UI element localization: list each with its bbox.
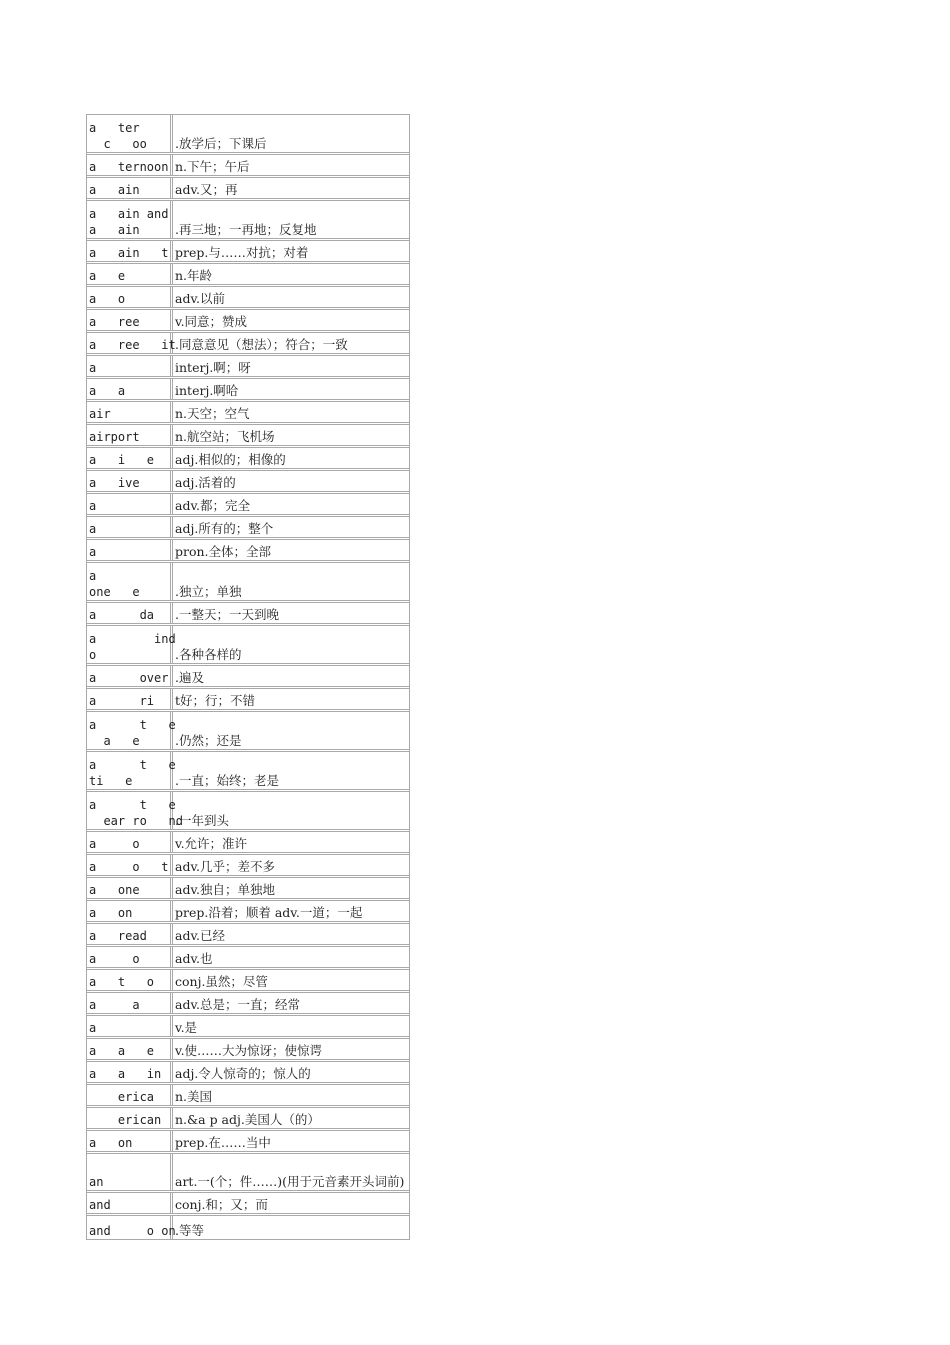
meaning-cell: n.天空；空气 — [175, 406, 250, 421]
table-row — [87, 287, 409, 310]
meaning-cell: conj.虽然；尽管 — [175, 974, 268, 989]
word-cell: a a in — [87, 1062, 173, 1082]
table-row — [87, 1016, 409, 1039]
table-row — [87, 356, 409, 379]
word-cell: a read — [87, 924, 173, 944]
meaning-cell: adv.又；再 — [175, 182, 238, 197]
meaning-cell: .同意意见（想法）；符合；一致 — [175, 337, 348, 352]
meaning-cell: .独立；单独 — [175, 584, 242, 599]
table-row — [87, 712, 409, 752]
word-cell: air — [87, 402, 173, 422]
meaning-cell: adv.几乎；差不多 — [175, 859, 276, 874]
word-cell: a ain — [87, 178, 173, 198]
meaning-cell: adj.令人惊奇的；惊人的 — [175, 1066, 311, 1081]
table-row — [87, 1193, 409, 1216]
meaning-cell: .等等 — [175, 1223, 204, 1238]
meaning-cell: art.一(个；件……)(用于元音素开头词前) — [175, 1174, 405, 1189]
table-row — [87, 379, 409, 402]
word-cell: erican — [87, 1108, 173, 1128]
word-cell: a — [87, 494, 173, 514]
meaning-cell: conj.和；又；而 — [175, 1197, 268, 1212]
word-cell: a t e a e — [87, 712, 173, 749]
table-row — [87, 689, 409, 712]
word-cell: a ri — [87, 689, 173, 709]
meaning-cell: adv.已经 — [175, 928, 226, 943]
word-cell: a ternoon — [87, 155, 173, 175]
meaning-cell: prep.与……对抗；对着 — [175, 245, 309, 260]
word-cell: a — [87, 540, 173, 560]
word-cell: a ive — [87, 471, 173, 491]
meaning-cell: adj.相似的；相像的 — [175, 452, 286, 467]
word-cell: a t e ti e — [87, 752, 173, 789]
vocabulary-table — [86, 114, 410, 1240]
table-row — [87, 448, 409, 471]
meaning-cell: adv.都；完全 — [175, 498, 251, 513]
word-cell: a o t — [87, 855, 173, 875]
table-row — [87, 626, 409, 666]
meaning-cell: interj.啊；呀 — [175, 360, 251, 375]
meaning-cell: prep.沿着；顺着 adv.一道；一起 — [175, 905, 363, 920]
meaning-cell: adv.也 — [175, 951, 213, 966]
meaning-cell: .各种各样的 — [175, 647, 242, 662]
table-row — [87, 1131, 409, 1154]
meaning-cell: adv.独自；单独地 — [175, 882, 276, 897]
table-row — [87, 494, 409, 517]
table-row — [87, 603, 409, 626]
table-row — [87, 792, 409, 832]
meaning-cell: interj.啊哈 — [175, 383, 239, 398]
meaning-cell: .再三地；一再地；反复地 — [175, 222, 317, 237]
table-row — [87, 517, 409, 540]
table-row — [87, 752, 409, 792]
meaning-cell: n.年龄 — [175, 268, 213, 283]
table-row — [87, 471, 409, 494]
meaning-cell: .一直；始终；老是 — [175, 773, 279, 788]
word-cell: a one — [87, 878, 173, 898]
meaning-cell: adv.以前 — [175, 291, 226, 306]
word-cell: and o on — [87, 1216, 173, 1239]
word-cell: a on — [87, 901, 173, 921]
table-row — [87, 1062, 409, 1085]
word-cell: a ind o — [87, 626, 173, 663]
table-row — [87, 115, 409, 155]
word-cell: a ain t — [87, 241, 173, 261]
word-cell: a — [87, 356, 173, 376]
table-row — [87, 310, 409, 333]
word-cell: a t e ear ro nd — [87, 792, 173, 829]
meaning-cell: .一整天；一天到晚 — [175, 607, 279, 622]
table-row — [87, 855, 409, 878]
word-cell: erica — [87, 1085, 173, 1105]
word-cell: a on — [87, 1131, 173, 1151]
table-row — [87, 425, 409, 448]
word-cell: a e — [87, 264, 173, 284]
table-row — [87, 333, 409, 356]
table-row — [87, 947, 409, 970]
meaning-cell: n.下午；午后 — [175, 159, 250, 174]
table-row — [87, 241, 409, 264]
meaning-cell: v.同意；赞成 — [175, 314, 248, 329]
table-row — [87, 970, 409, 993]
word-cell: and — [87, 1193, 173, 1213]
meaning-cell: pron.全体；全部 — [175, 544, 272, 559]
table-row — [87, 1154, 409, 1193]
meaning-cell: n.&a p adj.美国人（的） — [175, 1112, 320, 1127]
table-row — [87, 1216, 409, 1239]
word-cell: a o — [87, 287, 173, 307]
meaning-cell: prep.在……当中 — [175, 1135, 271, 1150]
word-cell: a a — [87, 993, 173, 1013]
table-row — [87, 832, 409, 855]
table-row — [87, 1085, 409, 1108]
word-cell: a o — [87, 947, 173, 967]
table-row — [87, 666, 409, 689]
table-row — [87, 1039, 409, 1062]
table-row — [87, 540, 409, 563]
word-cell: a i e — [87, 448, 173, 468]
word-cell: a — [87, 517, 173, 537]
word-cell: a ain and a ain — [87, 201, 173, 238]
meaning-cell: v.是 — [175, 1020, 198, 1035]
table-row — [87, 155, 409, 178]
meaning-cell: t好；行；不错 — [175, 693, 256, 708]
table-row — [87, 563, 409, 603]
meaning-cell: v.允许；准许 — [175, 836, 248, 851]
table-row — [87, 924, 409, 947]
meaning-cell: .一年到头 — [175, 813, 229, 828]
word-cell: a ree it — [87, 333, 173, 353]
table-row — [87, 878, 409, 901]
word-cell: a ree — [87, 310, 173, 330]
word-cell: a a — [87, 379, 173, 399]
word-cell: a a e — [87, 1039, 173, 1059]
meaning-cell: n.美国 — [175, 1089, 213, 1104]
meaning-cell: n.航空站；飞机场 — [175, 429, 275, 444]
word-cell: airport — [87, 425, 173, 445]
word-cell: an — [87, 1154, 173, 1190]
meaning-cell: adj.所有的；整个 — [175, 521, 274, 536]
meaning-cell: v.使……大为惊讶；使惊谔 — [175, 1043, 323, 1058]
meaning-cell: .遍及 — [175, 670, 204, 685]
table-row — [87, 901, 409, 924]
meaning-cell: .仍然；还是 — [175, 733, 242, 748]
table-row — [87, 402, 409, 425]
meaning-cell: .放学后；下课后 — [175, 136, 267, 151]
word-cell: a over — [87, 666, 173, 686]
table-row — [87, 264, 409, 287]
word-cell: a da — [87, 603, 173, 623]
word-cell: a ter c oo — [87, 115, 173, 152]
table-row — [87, 993, 409, 1016]
meaning-cell: adv.总是；一直；经常 — [175, 997, 301, 1012]
word-cell: a t o — [87, 970, 173, 990]
table-row — [87, 201, 409, 241]
word-cell: a one e — [87, 563, 173, 600]
table-row — [87, 178, 409, 201]
meaning-cell: adj.活着的 — [175, 475, 236, 490]
word-cell: a o — [87, 832, 173, 852]
word-cell: a — [87, 1016, 173, 1036]
table-row — [87, 1108, 409, 1131]
